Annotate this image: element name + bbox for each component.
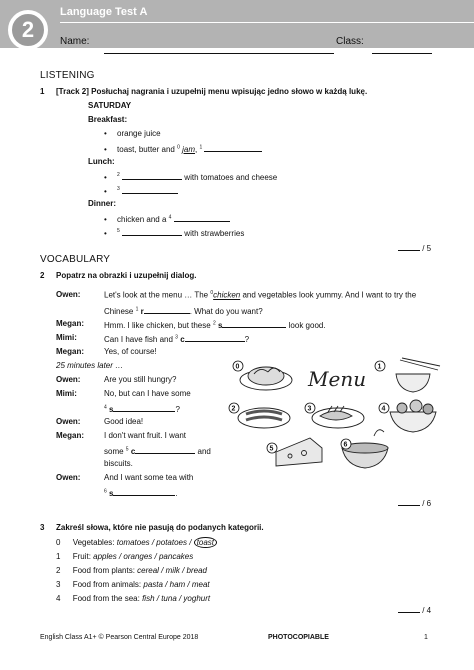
dialog-line: Yes, of course! bbox=[104, 347, 157, 356]
circled-example: toast bbox=[194, 537, 217, 548]
answer-blank-4[interactable] bbox=[113, 403, 175, 412]
dialog-text: some bbox=[104, 447, 124, 456]
cheese-picture bbox=[276, 438, 322, 466]
task3-item bbox=[56, 538, 217, 547]
menu-number-5: 5 bbox=[269, 445, 274, 453]
menu-number-1: 1 bbox=[377, 363, 382, 371]
item-number: 4 bbox=[56, 594, 61, 603]
lunch-item-2: • $^3$ bbox=[104, 185, 178, 196]
answer-blank-3[interactable] bbox=[185, 333, 245, 342]
dialog-line bbox=[104, 319, 326, 330]
breakfast-item-text: orange juice bbox=[117, 129, 161, 138]
speaker-label: Owen: bbox=[56, 473, 81, 482]
dinner-item-text: chicken and a bbox=[117, 215, 167, 224]
noodle-bowl-picture bbox=[396, 358, 440, 392]
task2-number: 2 bbox=[40, 271, 45, 280]
dialog-text: Let's look at the menu … The bbox=[104, 290, 209, 300]
item-words: tomatoes / potatoes / bbox=[116, 538, 192, 547]
chicken-dish-picture bbox=[240, 367, 292, 390]
item-category: Food from the sea: bbox=[72, 594, 140, 603]
task3-item[interactable] bbox=[56, 580, 210, 589]
score-max: / 5 bbox=[422, 244, 432, 253]
item-words[interactable]: pasta / ham / meat bbox=[143, 580, 210, 589]
example-answer: chicken bbox=[213, 290, 241, 300]
menu-day: SATURDAY bbox=[88, 101, 132, 110]
dialog-line: Are you still hungry? bbox=[104, 375, 177, 384]
footer-photocopiable: PHOTOCOPIABLE bbox=[268, 634, 329, 641]
answer-blank-5[interactable] bbox=[122, 227, 182, 236]
fish-and-chips-picture bbox=[312, 406, 364, 428]
menu-title: Menu bbox=[308, 367, 367, 391]
gap-first-letter: s bbox=[109, 405, 114, 414]
gap-number: 3 bbox=[175, 334, 178, 341]
dinner-item-1: • chicken and a $^4$ bbox=[104, 213, 230, 224]
answer-blank-1[interactable] bbox=[144, 305, 190, 314]
answer-blank-2[interactable] bbox=[122, 171, 182, 180]
dialog-text: Hmm. I like chicken, but these bbox=[104, 321, 211, 330]
dialog-line: And I want some tea with bbox=[104, 473, 194, 482]
task1-instruction: [Track 2] Posłuchaj nagrania i uzupełnij menu wpisując jedno słowo w każdą lukę. bbox=[56, 87, 368, 96]
menu-illustration bbox=[224, 356, 456, 476]
dialog-line: Good idea! bbox=[104, 417, 144, 426]
dialog-text: Chinese bbox=[104, 307, 134, 316]
listening-score bbox=[398, 242, 431, 253]
dialog-line bbox=[104, 290, 444, 300]
lunch-item-1: • $^2$ with tomatoes and cheese bbox=[104, 172, 278, 182]
dialog-text: . bbox=[175, 489, 178, 498]
item-category: Fruit: bbox=[72, 552, 91, 561]
vocabulary-score bbox=[398, 497, 431, 508]
bullet-icon: • bbox=[104, 229, 107, 238]
gap-number: 5 bbox=[125, 446, 129, 453]
task2-instruction: Popatrz na obrazki i uzupełnij dialog. bbox=[56, 271, 197, 280]
dialog-line bbox=[104, 445, 211, 456]
bullet-icon: • bbox=[104, 187, 107, 196]
item-number: 1 bbox=[56, 552, 61, 561]
item-number: 2 bbox=[56, 566, 61, 575]
dialog-text: Can I have fish and bbox=[104, 335, 173, 344]
item-words[interactable]: fish / tuna / yoghurt bbox=[142, 594, 211, 603]
name-label: Name: bbox=[60, 36, 90, 47]
dinner-label: Dinner: bbox=[88, 199, 116, 208]
item-category: Food from plants: bbox=[72, 566, 135, 575]
answer-blank-5[interactable] bbox=[135, 445, 195, 454]
score-blank[interactable] bbox=[398, 497, 420, 506]
answer-blank-1[interactable] bbox=[204, 143, 262, 152]
lunch-item-text: with tomatoes and cheese bbox=[184, 173, 278, 182]
dialog-text: ? bbox=[175, 405, 180, 414]
salad-bowl-picture bbox=[390, 400, 436, 432]
name-field[interactable] bbox=[104, 53, 334, 54]
gap-first-letter: s bbox=[217, 321, 223, 330]
dialog-line bbox=[104, 403, 180, 414]
breakfast-item-1 bbox=[104, 129, 161, 138]
page-title: Language Test A bbox=[60, 6, 148, 18]
task3-instruction: Zakreśl słowa, które nie pasują do podanych kategorii. bbox=[56, 523, 264, 532]
item-words[interactable]: cereal / milk / bread bbox=[137, 566, 207, 575]
gap-number: 4 bbox=[104, 404, 107, 411]
dinner-item-text: with strawberries bbox=[184, 229, 245, 238]
answer-blank-3[interactable] bbox=[122, 185, 178, 194]
gap-first-letter: c bbox=[130, 447, 136, 456]
item-category: Food from animals: bbox=[72, 580, 142, 589]
task1-number: 1 bbox=[40, 87, 45, 96]
bullet-icon: • bbox=[104, 215, 107, 224]
page-number: 1 bbox=[424, 634, 428, 641]
lunch-label: Lunch: bbox=[88, 157, 115, 166]
item-number: 3 bbox=[56, 580, 61, 589]
dialog-text: and bbox=[197, 447, 211, 456]
score-max: / 4 bbox=[422, 606, 432, 615]
item-words[interactable]: apples / oranges / pancakes bbox=[93, 552, 194, 561]
answer-blank-6[interactable] bbox=[113, 487, 178, 498]
dialog-text: look good. bbox=[288, 321, 326, 330]
menu-number-6: 6 bbox=[343, 441, 348, 449]
speaker-label: Megan: bbox=[56, 431, 84, 440]
task3-number: 3 bbox=[40, 523, 45, 532]
breakfast-item-text: toast, butter and bbox=[117, 145, 175, 154]
header-divider bbox=[60, 22, 474, 23]
task3-item[interactable] bbox=[56, 594, 210, 603]
dialog-line bbox=[104, 305, 263, 316]
sausages-picture bbox=[238, 408, 290, 428]
score-max: / 6 bbox=[422, 499, 432, 508]
dialog-line: I don't want fruit. I want bbox=[104, 431, 187, 440]
bullet-icon: • bbox=[104, 173, 107, 182]
dialog-text: and vegetables look yummy. And I want to try the bbox=[242, 290, 417, 300]
class-label: Class: bbox=[336, 36, 364, 47]
speaker-label: Megan: bbox=[56, 347, 84, 356]
gap-first-letter: s bbox=[109, 489, 114, 498]
score-blank[interactable] bbox=[398, 604, 420, 613]
gap-number: 2 bbox=[212, 320, 216, 327]
gap-first-letter: r bbox=[140, 307, 144, 316]
task3-item[interactable] bbox=[56, 566, 207, 575]
vocabulary-heading: VOCABULARY bbox=[40, 254, 111, 265]
speaker-label: Mimi: bbox=[56, 333, 77, 342]
dialog-line: biscuits. bbox=[104, 459, 133, 468]
bullet-icon: • bbox=[104, 129, 107, 138]
breakfast-item-2: • toast, butter and $^0$ jam, $^1$ bbox=[104, 143, 262, 154]
dialog-text: . What do you want? bbox=[189, 307, 263, 316]
soup-bowl-picture bbox=[342, 430, 388, 468]
menu-number-3: 3 bbox=[307, 405, 312, 413]
listening-heading: LISTENING bbox=[40, 70, 95, 81]
bullet-icon: • bbox=[104, 145, 107, 154]
task3-item[interactable] bbox=[56, 552, 193, 561]
dialog-text: ? bbox=[244, 335, 250, 344]
speaker-label: Megan: bbox=[56, 319, 84, 328]
footer-copyright: English Class A1+ © Pearson Central Europe 2018 bbox=[40, 634, 199, 641]
menu-number-2: 2 bbox=[231, 405, 236, 413]
time-note: 25 minutes later … bbox=[56, 361, 124, 370]
gap-first-letter: c bbox=[180, 335, 185, 344]
class-field[interactable] bbox=[372, 53, 432, 54]
item-number: 0 bbox=[56, 538, 61, 547]
gap-number: 1 bbox=[135, 306, 139, 313]
dialog-line bbox=[104, 487, 178, 498]
dinner-item-2: • $^5$ with strawberries bbox=[104, 228, 245, 238]
menu-number-4: 4 bbox=[381, 405, 386, 413]
task3-score bbox=[398, 604, 431, 615]
speaker-label: Owen: bbox=[56, 290, 81, 299]
dialog-line bbox=[104, 333, 249, 344]
example-answer: jam bbox=[182, 145, 196, 154]
score-blank[interactable] bbox=[398, 242, 420, 251]
answer-blank-2[interactable] bbox=[222, 319, 286, 328]
speaker-label: Mimi: bbox=[56, 389, 77, 398]
speaker-label: Owen: bbox=[56, 417, 81, 426]
menu-number-0: 0 bbox=[235, 363, 240, 371]
item-category: Vegetables: bbox=[72, 538, 115, 547]
answer-blank-4[interactable] bbox=[174, 213, 230, 222]
gap-number: 0 bbox=[210, 290, 214, 296]
gap-number: 6 bbox=[104, 488, 107, 495]
dialog-line: No, but can I have some bbox=[104, 389, 191, 398]
breakfast-label: Breakfast: bbox=[88, 115, 128, 124]
speaker-label: Owen: bbox=[56, 375, 81, 384]
unit-number-badge: 2 bbox=[8, 10, 48, 50]
